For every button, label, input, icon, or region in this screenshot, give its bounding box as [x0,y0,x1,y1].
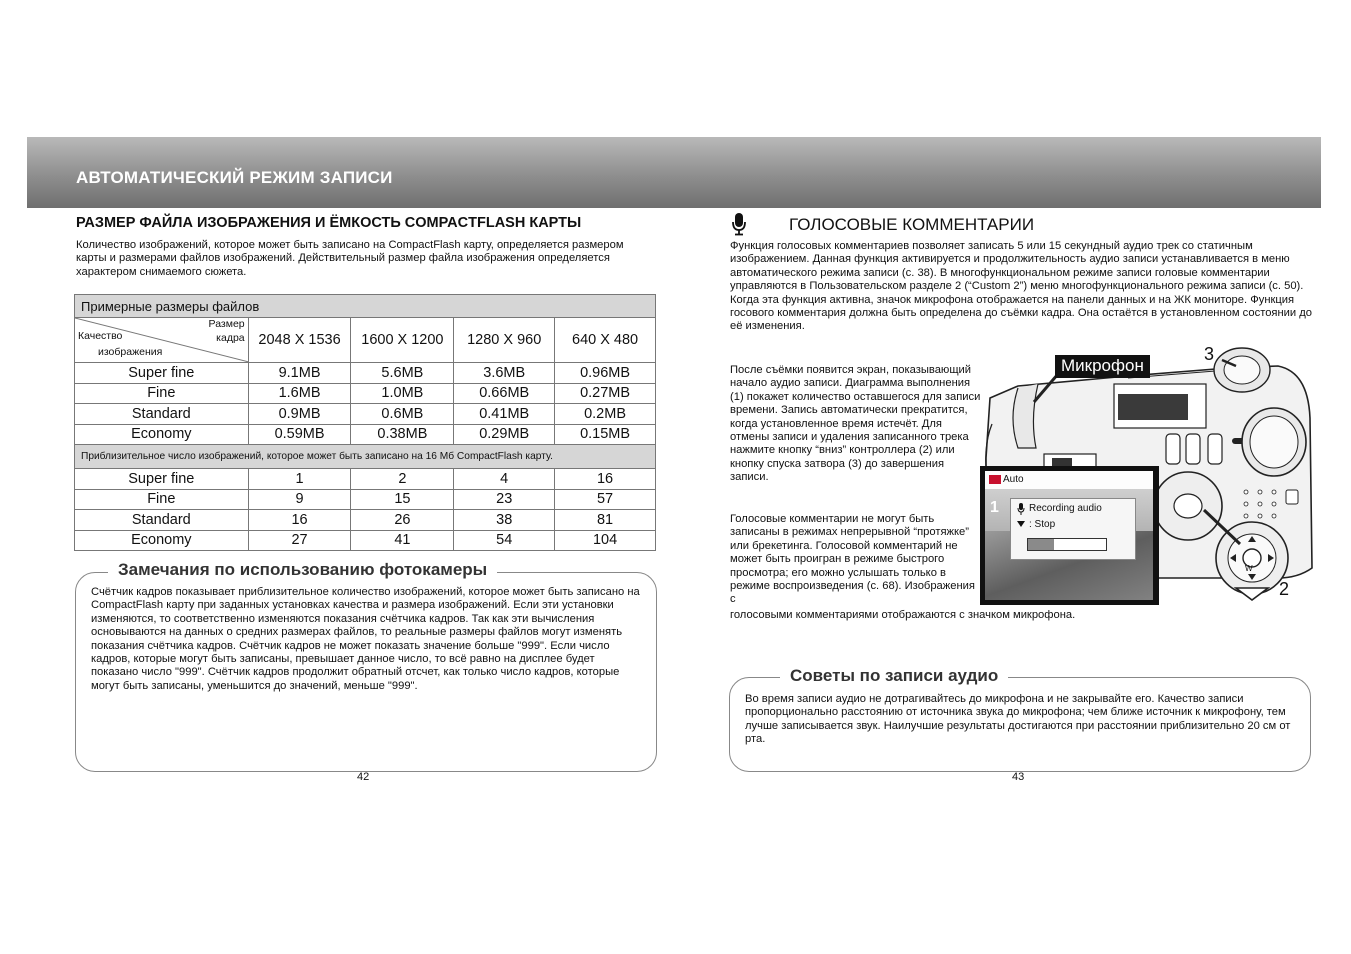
limitations-paragraph-tail: голосовыми комментариями отображаются с значком микрофона. [730,609,1076,621]
cell-value: 0.38MB [351,424,454,445]
exposure-button-icon [1208,434,1222,464]
page-number-left: 42 [357,771,370,783]
page-title: АВТОМАТИЧЕСКИЙ РЕЖИМ ЗАПИСИ [76,168,393,187]
table-row [75,424,656,445]
cell-value: 26 [351,510,454,531]
cell-value: 23 [454,489,555,510]
down-arrow-icon [1236,588,1268,600]
cell-value: 0.15MB [555,424,656,445]
table-title: Примерные размеры файлов [75,295,656,318]
cell-value: 0.96MB [555,363,656,384]
cell-value: 1 [248,469,351,490]
cell-value: 38 [454,510,555,531]
row-quality: Super fine [75,469,249,490]
voice-intro-paragraph: Функция голосовых комментариев позволяет записать 5 или 15 секундный аудио трек со статичным изображением. Данная функция активируется и продолжительность аудио записи устанавливается в меню автоматического режима записи (с. 38). В многофункциональном режиме записи головые комментарии управляются в Пользовательском разделе 2 (“Custom 2”) меню многофункционального режима записи (с. 50). Когда эта функция активна, значок микрофона отображается на панели данных и на ЖК мониторе. Функция госового комментария должна быть определена до съёмки кадра. Она остаётся в установленном состоянии до её изменения. [730,240,1313,333]
cell-value: 3.6MB [454,363,555,384]
mode-button-icon [1186,434,1200,464]
after-shot-paragraph: После съёмки появится экран, показывающий начало аудио записи. Диаграмма выполнения (1) покажет количество оставшегося для записи времени. Запись автоматически прекратится, когда установленное время истечёт. Для отмены записи и удаления записанного трека нажмите кнопку “вниз” контроллера (2) или кнопку спуска затвора (3) до завершения записи. [730,364,981,484]
cell-value: 81 [555,510,656,531]
column-header: 640 X 480 [555,318,656,363]
cell-value: 5.6MB [351,363,454,384]
cell-value: 4 [454,469,555,490]
recording-audio-label: Recording audio [1029,503,1102,514]
limitations-paragraph: Голосовые комментарии не могут быть записаны в режимах непрерывной “протяжке” или брекетинга. Голосовой комментарий не может быть проигран в режиме быстрого просмотра; его можно услышать только в режиме воспроизведения (с. 68). Изображения с [730,513,975,606]
down-arrow-icon [1017,520,1025,528]
column-header: 1600 X 1200 [351,318,454,363]
row-quality: Economy [75,424,249,445]
notes-title: Замечания по использованию фотокамеры [108,560,497,580]
cell-value: 57 [555,489,656,510]
callout-1: 1 [990,499,999,516]
recording-dialog [1010,498,1136,560]
notes-body: Счётчик кадров показывает приблизительное количество изображений, которое может быть записано на CompactFlash карту при заданных установках качества и размера изображений. Если эти установки изменяются, то соответственно изменяются показания счётчика кадров. Так как эти вычисления основываются на данных о средних размерах файлов, то реальные размеры файлов могут изменять показания счётчика кадров. Счётчик кадров не может показать значение больше "999". Если число кадров, которые могут быть записаны, превышает данное число, то всё равно на дисплее будет показано число "999". Счётчик кадров продолжит обратный отсчет, как только число кадров, которые могут быть записаны, уменьшится до значений, меньше "999". [91,586,640,692]
cell-value: 0.9MB [248,404,351,425]
cell-value: 0.29MB [454,424,555,445]
dialog-microphone-icon [1017,503,1025,515]
row-quality: Standard [75,510,249,531]
cell-value: 0.66MB [454,383,555,404]
file-size-table [74,294,656,551]
cell-value: 27 [248,530,351,551]
column-header: 1280 X 960 [454,318,555,363]
row-quality: Fine [75,489,249,510]
table-row [75,469,656,490]
microphone-icon [730,212,748,236]
lcd-screen [985,471,1153,600]
stop-label: : Stop [1029,519,1056,530]
cell-value: 1.0MB [351,383,454,404]
cell-value: 104 [555,530,656,551]
cell-value: 41 [351,530,454,551]
cell-value: 54 [454,530,555,551]
table-row [75,383,656,404]
cell-value: 1.6MB [248,383,351,404]
row-quality: Fine [75,383,249,404]
cell-value: 16 [555,469,656,490]
lcd-monitor [980,466,1159,605]
recording-progress-fill [1028,539,1054,550]
cell-value: 0.59MB [248,424,351,445]
column-header: 2048 X 1536 [248,318,351,363]
corner-label-quality: Качество [78,330,123,342]
callout-3: 3 [1204,344,1215,364]
cell-value: 9 [248,489,351,510]
microphone-label: Микрофон [1055,355,1150,378]
corner-label-image: изображения [98,346,163,358]
table-corner-cell [75,318,249,363]
recording-progress-bar [1027,538,1107,551]
cell-value: 16 [248,510,351,531]
intro-paragraph: Количество изображений, которое может быть записано на CompactFlash карту, определяется размером карты и размерами файлов изображений. Действительный размер файла изображения определяется характером снимаемого сюжета. [76,239,624,278]
table-row [75,510,656,531]
row-quality: Economy [75,530,249,551]
row-quality: Super fine [75,363,249,384]
cell-value: 0.6MB [351,404,454,425]
recording-mode-icon [989,475,1001,484]
cell-value: 2 [351,469,454,490]
tips-title: Советы по записи аудио [780,666,1008,686]
cell-value: 0.2MB [555,404,656,425]
cell-value: 9.1MB [248,363,351,384]
cell-value: 0.41MB [454,404,555,425]
table-row [75,404,656,425]
page-number-right: 43 [1012,771,1025,783]
table-row [75,363,656,384]
section-heading-voice-memo: ГОЛОСОВЫЕ КОММЕНТАРИИ [789,215,1035,234]
tips-body: Во время записи аудио не дотрагивайтесь до микрофона и не закрывайте его. Качество записи пропорционально расстоянию от источника звука до микрофона; чем ближе источник к микрофону, тем лучше записывается звук. Наилучшие результаты достигаются при расстоянии приблизительно 20 см от рта. [745,693,1291,746]
corner-label-size: Размер [208,318,245,330]
row-quality: Standard [75,404,249,425]
flash-button-icon [1166,434,1180,464]
cell-value: 0.27MB [555,383,656,404]
corner-label-frame: кадра [216,332,245,344]
table-row [75,489,656,510]
screen-mode-label: Auto [1003,474,1024,485]
count-caption: Приблизительное число изображений, которое может быть записано на 16 Мб CompactFlash карту. [75,445,656,469]
table-row [75,530,656,551]
callout-2: 2 [1279,579,1290,599]
controller-w-label: W [1245,564,1253,573]
section-heading-file-size: РАЗМЕР ФАЙЛА ИЗОБРАЖЕНИЯ И ЁМКОСТЬ COMPACTFLASH КАРТЫ [76,215,582,231]
cell-value: 15 [351,489,454,510]
